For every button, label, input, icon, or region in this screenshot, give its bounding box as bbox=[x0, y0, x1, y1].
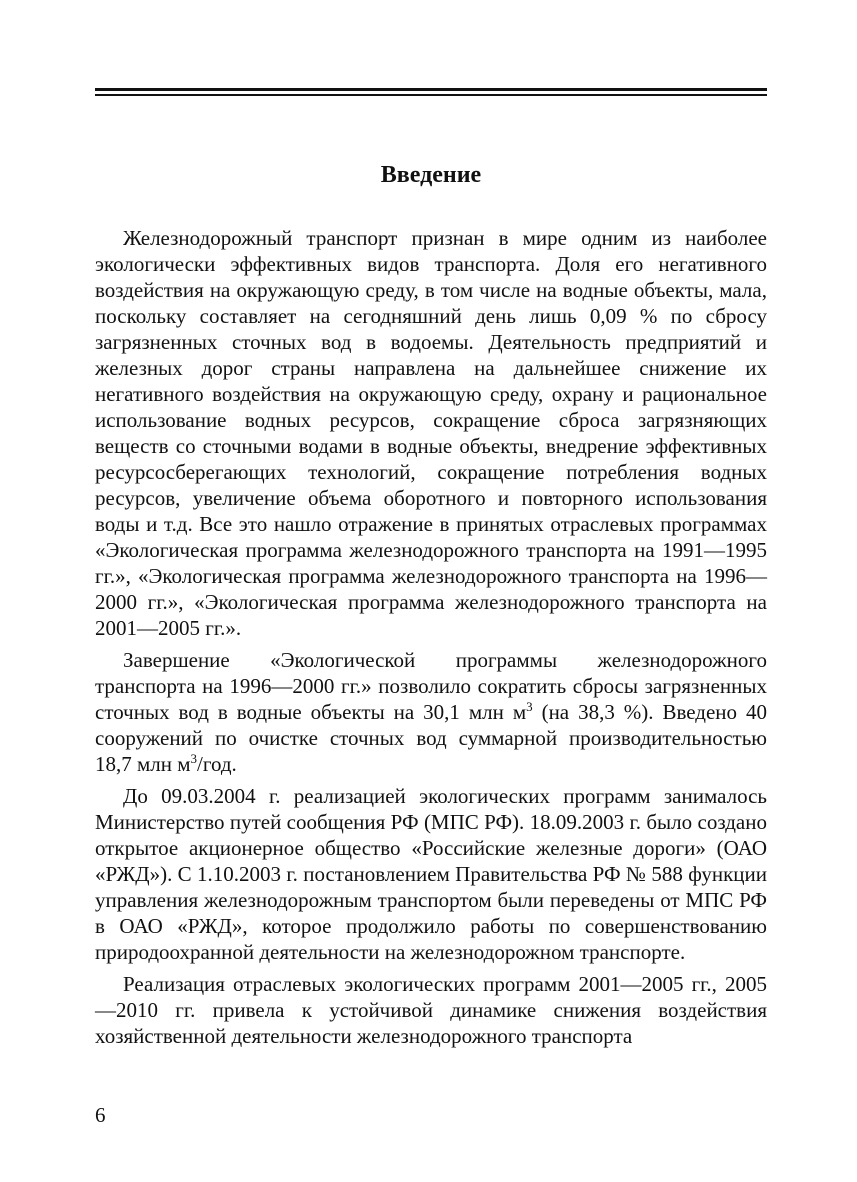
paragraph-2 bbox=[95, 647, 767, 777]
body-text bbox=[95, 225, 767, 1055]
cubic-superscript-1: 3 bbox=[526, 699, 533, 714]
paragraph-1: Железнодорожный транспорт признан в мире одним из наиболее экологически эффективных видов транспорта. Доля его негативного воздействия на окружающую среду, в том числе на водные объекты, мала, поскольку составляет на сегодняшний день лишь 0,09 % по сбросу загрязненных сточных вод в водоемы. Деятельность предприятий и железных дорог страны направлена на дальнейшее снижение их негативного воздействия на окружающую среду, охрану и рациональное использование водных ресурсов, сокращение сброса загрязняющих веществ со сточными водами в водные объекты, внедрение эффективных ресурсосберегающих технологий, сокращение потребления водных ресурсов, увеличение объема оборотного и повторного использования воды и т.д. Все это нашло отражение в принятых отраслевых программах «Экологическая программа железнодорожного транспорта на 1991—1995 гг.», «Экологическая программа железнодорожного транспорта на 1996—2000 гг.», «Экологическая программа железнодорожного транспорта на 2001—2005 гг.». bbox=[95, 226, 767, 640]
header-double-rule bbox=[95, 88, 767, 97]
paragraph-3: До 09.03.2004 г. реализацией экологических программ занималось Министерство путей сообщения РФ (МПС РФ). 18.09.2003 г. было создано открытое акционерное общество «Российские железные дороги» (ОАО «РЖД»). С 1.10.2003 г. постановлением Правительства РФ № 588 функции управления железнодорожным транспортом были переведены от МПС РФ в ОАО «РЖД», которое продолжило работы по совершенствованию природоохранной деятельности на железнодорожном транспорте. bbox=[95, 784, 767, 964]
cubic-superscript-2: 3 bbox=[190, 751, 198, 766]
paragraph-4: Реализация отраслевых экологических программ 2001—2005 гг., 2005—2010 гг. привела к устойчивой динамике снижения воздействия хозяйственной деятельности железнодорожного транспорта bbox=[95, 972, 767, 1048]
page-number: 6 bbox=[95, 1103, 106, 1127]
header-rule-thin-line bbox=[95, 94, 767, 96]
paragraph-2-text-part-3: /год. bbox=[197, 752, 237, 776]
section-heading: Введение bbox=[380, 162, 482, 188]
paragraph-2-text-part-1: Завершение «Экологической программы железнодорожного транспорта на 1996—2000 гг.» позволило сократить сбросы загрязненных сточных вод в водные объекты на 30,1 млн м bbox=[95, 648, 767, 724]
header-rule-thick-line bbox=[95, 88, 767, 91]
paragraph-2-text-part-2: (на 38,3 %). Введено 40 сооружений по очистке сточных вод суммарной производительностью 18,7 млн м bbox=[95, 700, 767, 776]
